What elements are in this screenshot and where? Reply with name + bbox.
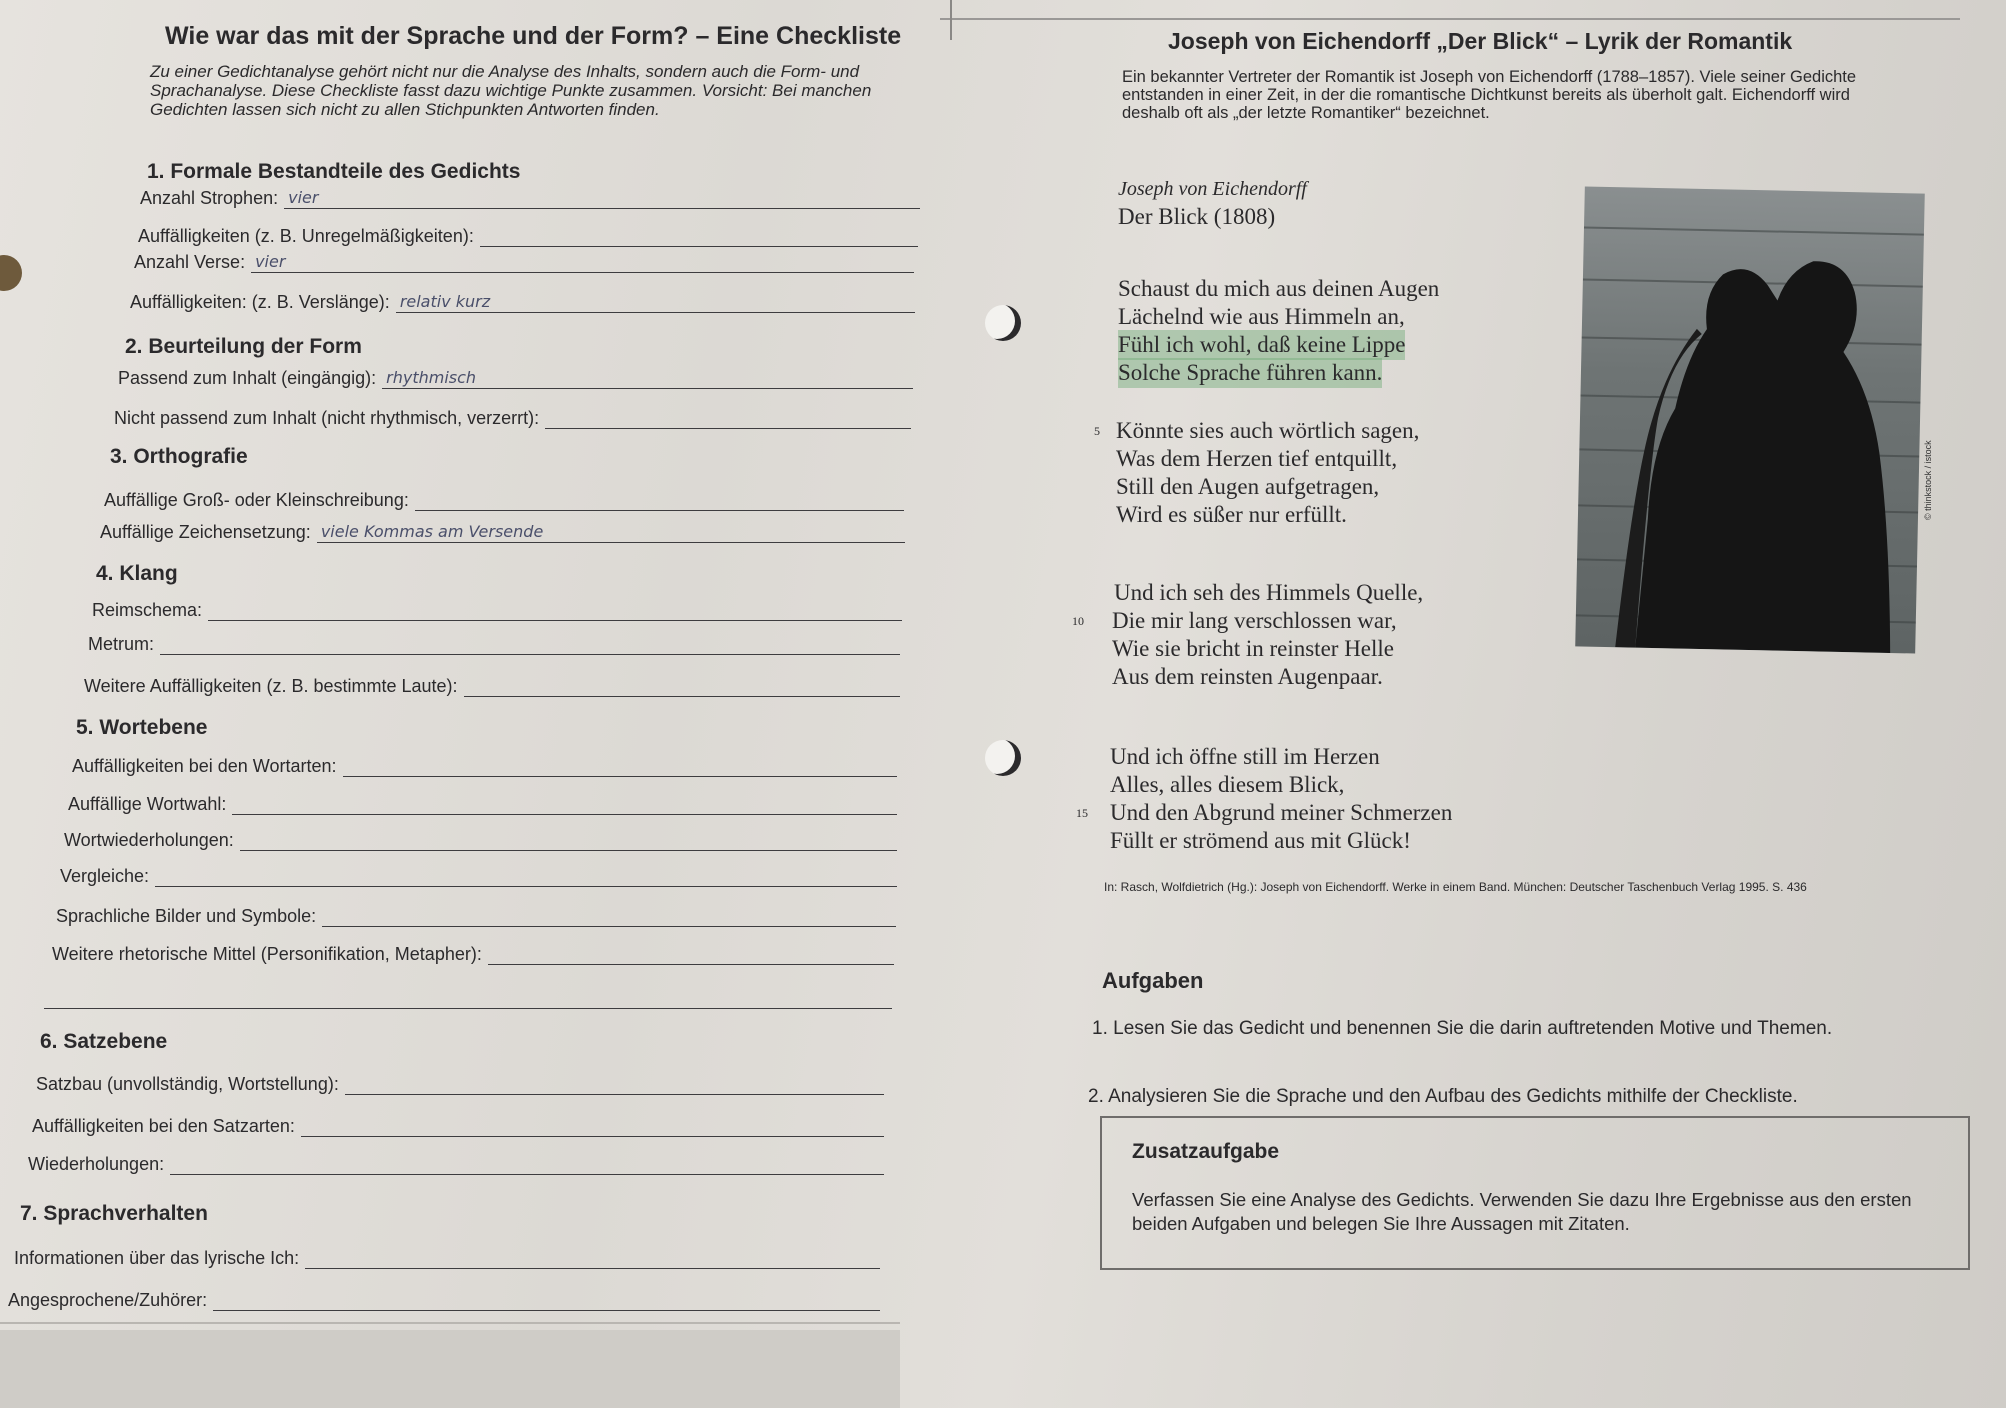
poem-page-title: Joseph von Eichendorff „Der Blick“ – Lyrik der Romantik [1168, 28, 1793, 54]
item-label: Wortwiederholungen: [64, 830, 234, 850]
item-label: Anzahl Verse: [134, 252, 246, 272]
poem-verse: Füllt er strömend aus mit Glück! [1110, 828, 1411, 853]
item-answer-field[interactable]: rhythmisch [382, 368, 913, 389]
item-answer-field[interactable] [232, 794, 897, 815]
item-answer-field[interactable] [480, 226, 918, 247]
poem-verse: Schaust du mich aus deinen Augen [1118, 276, 1440, 301]
checklist-item[interactable] [36, 1074, 884, 1095]
couple-silhouette-photo [1575, 186, 1925, 653]
checklist-item[interactable] [88, 634, 900, 655]
checklist-item[interactable] [84, 676, 900, 697]
item-answer-field[interactable] [305, 1248, 880, 1269]
section-6-heading: 6. Satzebene [40, 1030, 168, 1053]
item-answer-field[interactable] [545, 408, 911, 429]
item-answer-field[interactable]: viele Kommas am Versende [317, 522, 905, 543]
item-answer-field[interactable] [464, 676, 900, 697]
item-label: Angesprochene/Zuhörer: [8, 1290, 208, 1310]
section-2-heading: 2. Beurteilung der Form [125, 335, 362, 358]
binder-ring [985, 740, 1021, 776]
item-label: Vergleiche: [60, 866, 150, 886]
checklist-item[interactable] [130, 292, 915, 313]
poem-verse: Wie sie bricht in reinster Helle [1112, 636, 1394, 661]
item-label: Auffälligkeiten: (z. B. Verslänge): [130, 292, 390, 312]
checklist-item[interactable] [140, 188, 920, 209]
item-label: Informationen über das lyrische Ich: [14, 1248, 300, 1268]
tasks-heading: Aufgaben [1102, 968, 1204, 993]
line-number: 10 [1072, 614, 1084, 628]
page-border-top [940, 18, 1960, 20]
item-answer-field[interactable]: relativ kurz [396, 292, 915, 313]
task-item: 1. Lesen Sie das Gedicht und benennen Sie die darin auftretenden Motive und Themen. [1092, 1018, 1833, 1039]
section-5-heading: 5. Wortebene [76, 716, 208, 739]
poem-verse-highlighted: Fühl ich wohl, daß keine Lippe [1118, 330, 1405, 360]
page-under [0, 1330, 900, 1408]
item-label: Auffälligkeiten bei den Wortarten: [72, 756, 337, 776]
page-border-left [950, 0, 952, 40]
extra-task-heading: Zusatzaufgabe [1132, 1140, 1280, 1163]
checklist-item[interactable] [60, 866, 897, 887]
extra-task-box [1100, 1116, 1970, 1270]
item-label: Wiederholungen: [28, 1154, 165, 1174]
item-label: Metrum: [88, 634, 155, 654]
checklist-item[interactable] [92, 600, 902, 621]
binder-ring [985, 305, 1021, 341]
item-label: Satzbau (unvollständig, Wortstellung): [36, 1074, 339, 1094]
item-answer-field[interactable] [213, 1290, 880, 1311]
checklist-item[interactable] [114, 408, 911, 429]
poem-verse: Und den Abgrund meiner Schmerzen [1110, 800, 1453, 825]
poem-source: In: Rasch, Wolfdietrich (Hg.): Joseph von Eichendorff. Werke in einem Band. München: Deutscher Taschenbuch Verlag 1995. S. 436 [1104, 880, 1807, 894]
extra-answer-line[interactable] [44, 1008, 892, 1009]
section-7-heading: 7. Sprachverhalten [20, 1202, 208, 1225]
checklist-item[interactable] [64, 830, 897, 851]
poem-author: Joseph von Eichendorff [1118, 178, 1307, 200]
item-label: Auffällige Zeichensetzung: [100, 522, 311, 542]
item-answer-field[interactable] [488, 944, 894, 965]
poem-verse: Die mir lang verschlossen war, [1112, 608, 1397, 633]
poem-verse: Wird es süßer nur erfüllt. [1116, 502, 1347, 527]
poem-verse: Und ich seh des Himmels Quelle, [1114, 580, 1424, 605]
task-item: 2. Analysieren Sie die Sprache und den Aufbau des Gedichts mithilfe der Checkliste. [1088, 1086, 1798, 1107]
item-answer-field[interactable]: vier [284, 188, 920, 209]
page-edge [0, 1322, 900, 1324]
poem-verse: Lächelnd wie aus Himmeln an, [1118, 304, 1405, 329]
item-answer-field[interactable] [208, 600, 902, 621]
item-answer-field[interactable] [322, 906, 896, 927]
line-number: 15 [1076, 806, 1088, 820]
poem-page-intro: Ein bekannter Vertreter der Romantik ist Joseph von Eichendorff (1788–1857). Viele seiner Gedichte entstanden in einer Zeit, in der die romantische Dichtkunst bereits als überholt galt. Eichendorff wird deshalb oft als „der letzte Romantiker“ bezeichnet. [1122, 68, 1857, 122]
checklist-item[interactable] [104, 490, 904, 511]
checklist-item[interactable] [134, 252, 914, 273]
silhouette-shape [1575, 186, 1925, 653]
checklist-item[interactable] [68, 794, 897, 815]
poem-verse-highlighted: Solche Sprache führen kann. [1118, 358, 1382, 388]
item-label: Sprachliche Bilder und Symbole: [56, 906, 317, 926]
item-label: Nicht passend zum Inhalt (nicht rhythmisch, verzerrt): [114, 408, 540, 428]
item-answer-field[interactable] [170, 1154, 884, 1175]
checklist-item[interactable] [118, 368, 913, 389]
poem-verse: Aus dem reinsten Augenpaar. [1112, 664, 1383, 689]
item-answer-field[interactable] [240, 830, 897, 851]
item-label: Anzahl Strophen: [140, 188, 279, 208]
checklist-item[interactable] [52, 944, 894, 965]
item-label: Weitere rhetorische Mittel (Personifikation, Metapher): [52, 944, 482, 964]
section-4-heading: 4. Klang [96, 562, 178, 585]
poem-verse: Still den Augen aufgetragen, [1116, 474, 1380, 499]
line-number: 5 [1094, 424, 1100, 438]
checklist-item[interactable] [14, 1248, 880, 1269]
checklist-intro: Zu einer Gedichtanalyse gehört nicht nur die Analyse des Inhalts, sondern auch die Form- und Sprachanalyse. Diese Checkliste fasst dazu wichtige Punkte zusammen. Vorsicht: Bei manchen Gedichten lassen sich nicht zu allen Stichpunkten Antworten finden. [150, 62, 872, 119]
checklist-item[interactable] [56, 906, 896, 927]
item-label: Auffällige Groß- oder Kleinschreibung: [104, 490, 409, 510]
poem-verse: Was dem Herzen tief entquillt, [1116, 446, 1398, 471]
item-label: Auffällige Wortwahl: [68, 794, 227, 814]
poem-title: Der Blick (1808) [1118, 204, 1276, 229]
item-label: Auffälligkeiten (z. B. Unregelmäßigkeiten): [138, 226, 474, 246]
checklist-item[interactable] [8, 1290, 880, 1311]
item-answer-field[interactable] [415, 490, 904, 511]
item-answer-field[interactable] [160, 634, 900, 655]
poem-verse: Könnte sies auch wörtlich sagen, [1116, 418, 1420, 443]
poem-verse: Alles, alles diesem Blick, [1110, 772, 1345, 797]
item-answer-field[interactable] [301, 1116, 884, 1137]
checklist-item[interactable] [32, 1116, 884, 1137]
poem-verse: Und ich öffne still im Herzen [1110, 744, 1380, 769]
section-1-heading: 1. Formale Bestandteile des Gedichts [147, 160, 521, 183]
section-3-heading: 3. Orthografie [110, 445, 248, 468]
item-label: Weitere Auffälligkeiten (z. B. bestimmte Laute): [84, 676, 458, 696]
item-label: Passend zum Inhalt (eingängig): [118, 368, 377, 388]
checklist-item[interactable] [72, 756, 897, 777]
checklist-item[interactable] [138, 226, 918, 247]
item-label: Auffälligkeiten bei den Satzarten: [32, 1116, 295, 1136]
item-answer-field[interactable]: vier [251, 252, 914, 273]
item-label: Reimschema: [92, 600, 203, 620]
checklist-title: Wie war das mit der Sprache und der Form? – Eine Checkliste [165, 22, 902, 50]
item-answer-field[interactable] [345, 1074, 884, 1095]
checklist-item[interactable] [100, 522, 905, 543]
checklist-item[interactable] [28, 1154, 884, 1175]
extra-task-text: Verfassen Sie eine Analyse des Gedichts. Verwenden Sie dazu Ihre Ergebnisse aus den ersten beiden Aufgaben und belegen Sie Ihre Aussagen mit Zitaten. [1132, 1189, 1912, 1234]
item-answer-field[interactable] [155, 866, 897, 887]
item-answer-field[interactable] [343, 756, 898, 777]
photo-credit: © thinkstock / istock [1923, 440, 1933, 520]
